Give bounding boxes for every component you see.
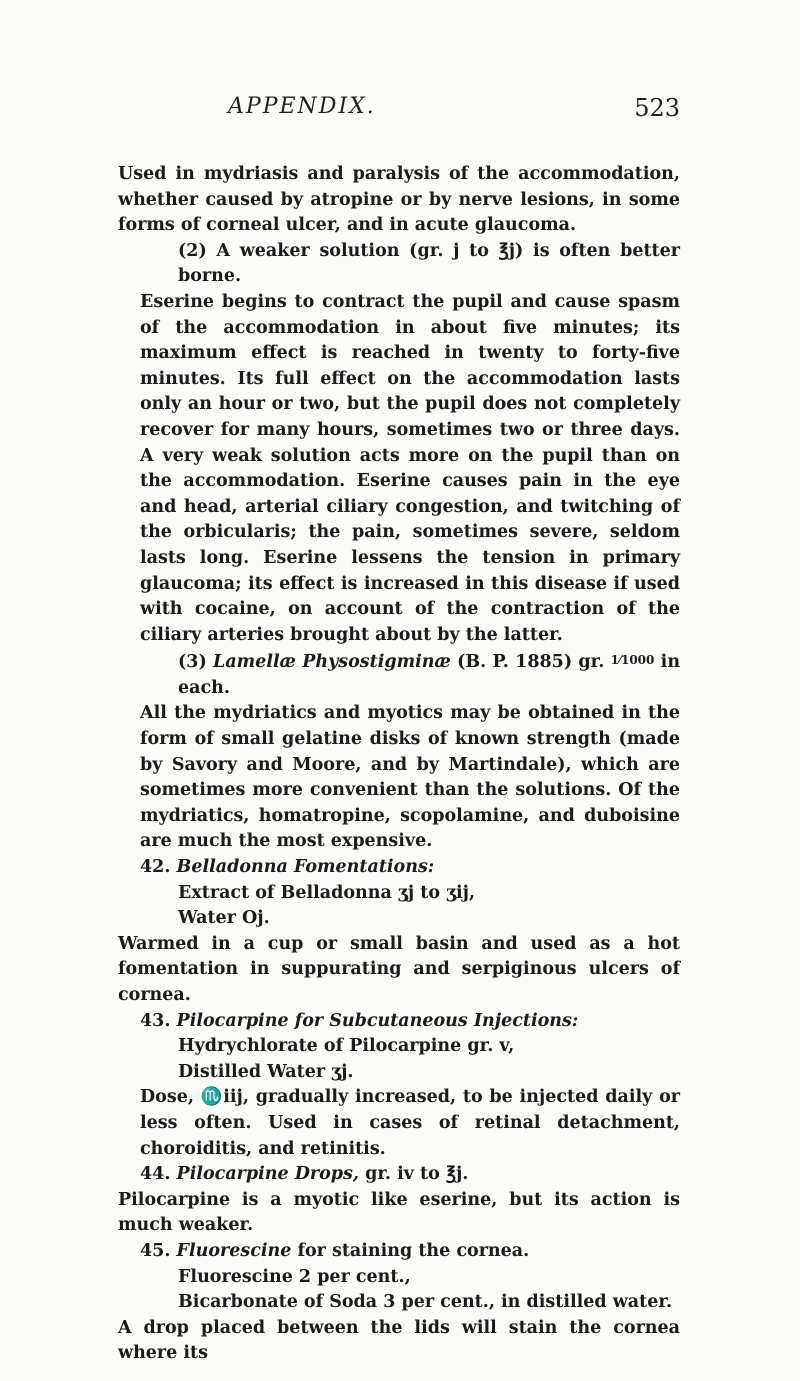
item-45-formula-line-2: Bicarbonate of Soda 3 per cent., in distilled water. [178, 1292, 673, 1313]
item-42-formula-line-2: Water Oj. [178, 908, 270, 929]
item-45-number: 45. [140, 1240, 171, 1261]
item-43-title: Pilocarpine for Subcutaneous Injections: [176, 1010, 579, 1031]
item-45-heading [118, 1239, 680, 1265]
page-body [118, 162, 680, 1367]
lamellae-dose-fraction: 1⁄1000 [610, 653, 655, 668]
paragraph-fomentation-use: Warmed in a cup or small basin and used as a hot fomentation in suppurating and serpiginous ulcers of cornea. [118, 933, 680, 1005]
item-42-formula-line-1: Extract of Belladonna ʒj to ʒij, [178, 882, 476, 903]
page-number: 523 [634, 94, 680, 122]
paragraph-drop-stain: A drop placed between the lids will stain the cornea where its [118, 1317, 680, 1364]
item-42-heading [118, 855, 680, 881]
paragraph-lamellae [118, 648, 680, 701]
item-43-formula-line-2: Distilled Water ʒj. [178, 1061, 354, 1082]
item-45-formula-line-1: Fluorescine 2 per cent., [178, 1266, 411, 1287]
paragraph-gelatine-disks: All the mydriatics and myotics may be obtained in the form of small gelatine disks of known strength (made by Savory and Moore, and by Martindale), which are sometimes more convenient than the solutions. Of the mydriatics, homatropine, scopolamine, and duboisine are much the most expensive. [140, 703, 680, 852]
paragraph-pilocarpine-dose: Dose, ♏iij, gradually increased, to be injected daily or less often. Used in cases of retinal detachment, choroiditis, and retinitis. [140, 1087, 680, 1159]
lamellae-title: Lamellæ Physostigminæ [213, 652, 451, 673]
item-44-title: Pilocarpine Drops, [176, 1164, 359, 1185]
paragraph-mydriasis-use: Used in mydriasis and paralysis of the accommodation, whether caused by atropine or by nerve lesions, in some forms of corneal ulcer, and in acute glaucoma. [118, 164, 680, 236]
item-44-heading [118, 1162, 680, 1188]
item-42-number: 42. [140, 857, 171, 878]
lamellae-source: (B. P. 1885) gr. [457, 652, 605, 673]
item-45-purpose: for staining the cornea. [297, 1240, 530, 1261]
item-45-title: Fluorescine [176, 1240, 292, 1261]
running-head: APPENDIX. [228, 94, 376, 119]
item-44-dose: gr. iv to ℥j. [365, 1164, 469, 1185]
page-header [118, 94, 678, 130]
lamellae-number: (3) [178, 652, 207, 673]
paragraph-pilocarpine-myotic: Pilocarpine is a myotic like eserine, but its action is much weaker. [118, 1189, 680, 1236]
item-43-heading [118, 1009, 680, 1035]
item-44-number: 44. [140, 1164, 171, 1185]
paragraph-weaker-solution: (2) A weaker solution (gr. j to ℥j) is often better borne. [178, 240, 680, 287]
paragraph-eserine-effects: Eserine begins to contract the pupil and cause spasm of the accommodation in about five minutes; its maximum effect is reached in twenty to forty-five minutes. Its full effect on the accommodation lasts only an hour or two, but the pupil does not completely recover for many hours, sometimes two or three days. A very weak solution acts more on the pupil than on the accommodation. Eserine causes pain in the eye and head, arterial ciliary congestion, and twitching of the orbicularis; the pain, sometimes severe, seldom lasts long. Eserine lessens the tension in primary glaucoma; its effect is increased in this disease if used with cocaine, on account of the contraction of the ciliary arteries brought about by the latter. [140, 291, 680, 645]
item-42-title: Belladonna Fomentations: [176, 857, 435, 878]
item-43-number: 43. [140, 1010, 171, 1031]
item-43-formula-line-1: Hydrychlorate of Pilocarpine gr. v, [178, 1036, 515, 1057]
lamellae-end: in each. [178, 652, 681, 698]
